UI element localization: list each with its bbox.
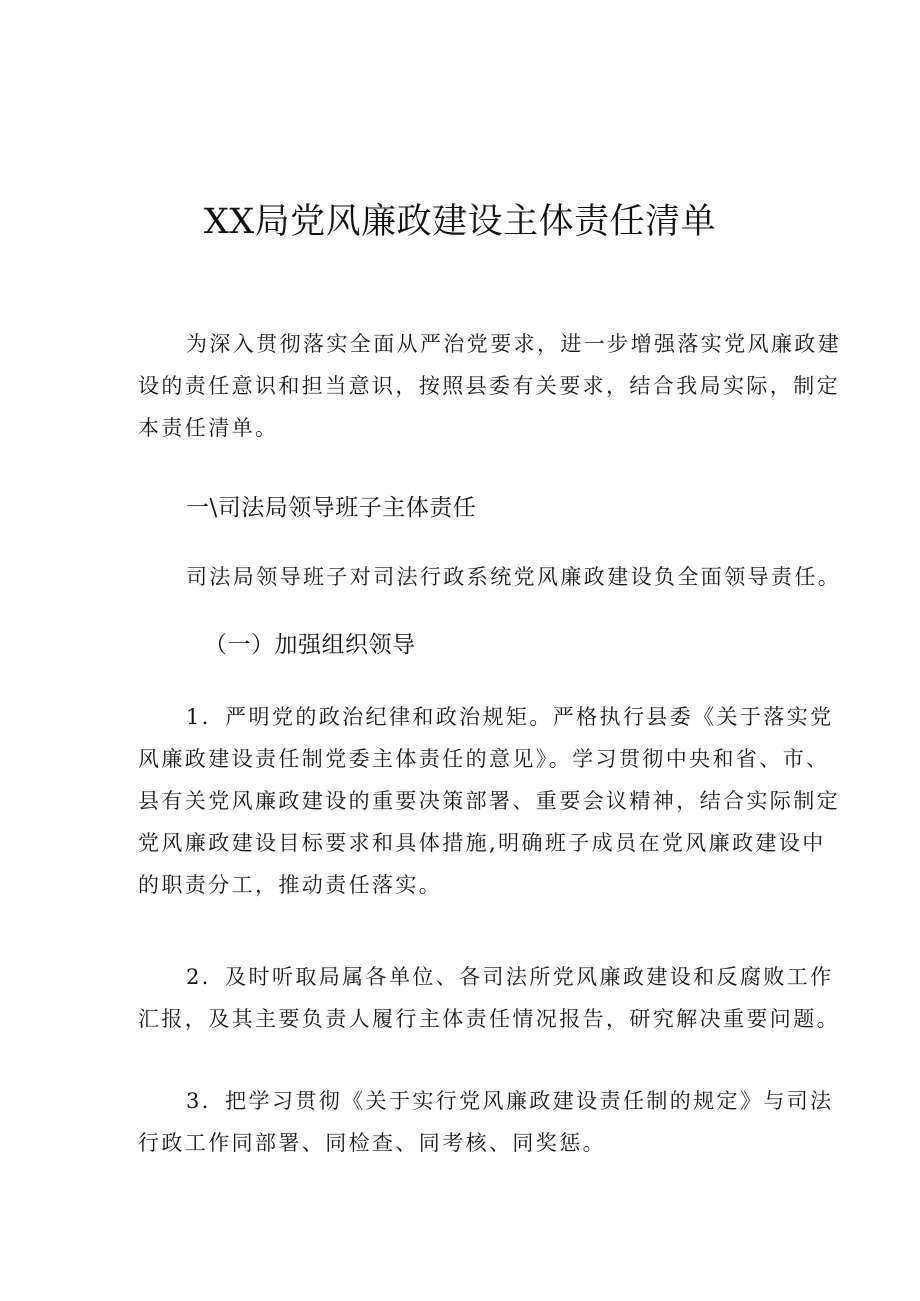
subsection-heading: （一）加强组织领导 [204,632,416,658]
intro-line: 本责任清单。 [138,416,279,440]
intro-line: 设的责任意识和担当意识，按照县委有关要求，结合我局实际，制定 [138,374,840,398]
item-line: 的职责分工，推动责任落实。 [138,873,443,897]
item-paragraph-2 [138,956,840,1040]
intro-paragraph [138,323,842,449]
item-line: 3．把学习贯彻《关于实行党风廉政建设责任制的规定》与司法 [186,1089,834,1113]
item-line: 行政工作同部署、同检查、同考核、同奖惩。 [138,1131,606,1155]
item-line: 县有关党风廉政建设的重要决策部署、重要会议精神，结合实际制定 [138,789,840,813]
document-title: XX局党风廉政建设主体责任清单 [203,202,717,242]
intro-line: 为深入贯彻落实全面从严治党要求，进一步增强落实党风廉政建 [186,332,842,356]
item-paragraph-1 [138,696,840,906]
item-line: 党风廉政建设目标要求和具体措施,明确班子成员在党风廉政建设中 [138,831,826,855]
item-paragraph-3 [138,1080,834,1164]
section-paragraph [138,556,842,598]
section-line: 司法局领导班子对司法行政系统党风廉政建设负全面领导责任。 [186,565,842,589]
item-line: 2．及时听取局属各单位、各司法所党风廉政建设和反腐败工作 [186,965,834,989]
item-line: 汇报，及其主要负责人履行主体责任情况报告，研究解决重要问题。 [138,1007,840,1031]
section-heading: 一\司法局领导班子主体责任 [186,495,477,521]
item-line: 风廉政建设责任制党委主体责任的意见》。学习贯彻中央和省、市、 [138,747,830,771]
item-line: 1．严明党的政治纪律和政治规矩。严格执行县委《关于落实党 [186,705,834,729]
